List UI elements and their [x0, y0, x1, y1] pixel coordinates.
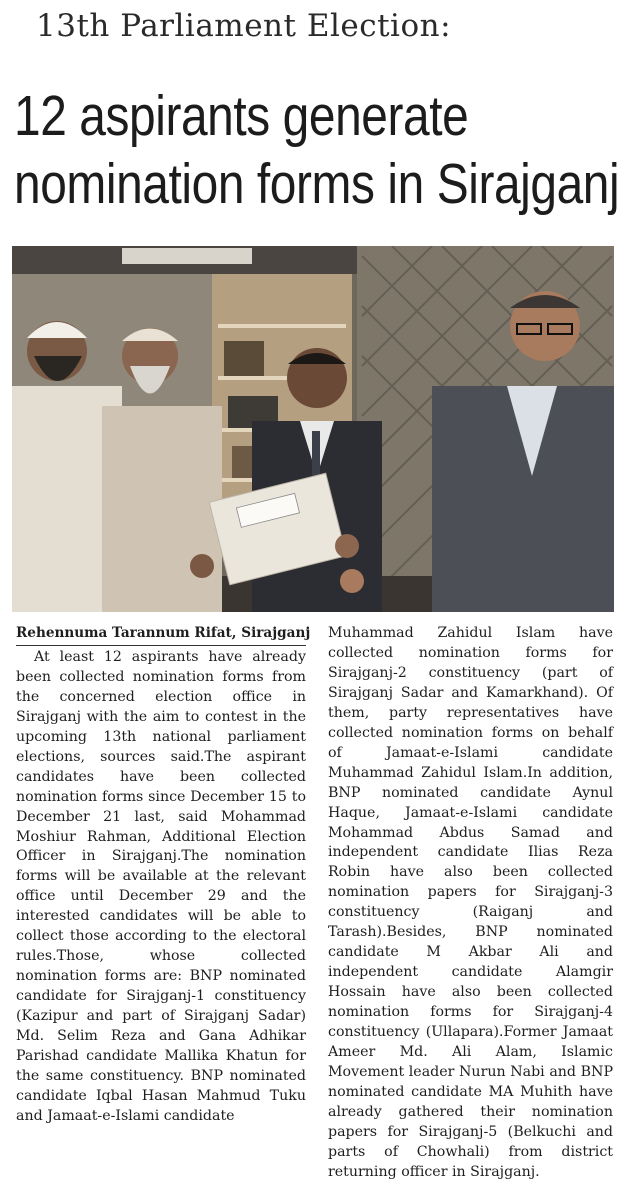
kicker-title: 13th Parliament Election: [36, 8, 452, 44]
byline: Rehennuma Tarannum Rifat, Sirajganj [16, 624, 306, 646]
photo-illustration [12, 246, 614, 612]
headline-line-2: nomination forms in Sirajganj [14, 152, 620, 216]
article-column-left [16, 624, 311, 1127]
news-photo [12, 246, 614, 612]
article-body-right: Muhammad Zahidul Islam have collected nomination forms for Sirajganj-2 constituency (part of Sirajganj Sadar and Kamarkhand). Of them, party representatives have collected nomination forms on behalf of Jamaat-e-Islami candidate Muhammad Zahidul Islam.In addition, BNP nominated candidate Aynul Haque, Jamaat-e-Islami candidate Mohammad Abdus Samad and independent candidate Ilias Reza Robin have also been collected nomination papers for Sirajganj-3 constituency (Raiganj and Tarash).Besides, BNP nominated candidate M Akbar Ali and independent candidate Alamgir Hossain have also been collected nomination forms for Sirajganj-4 constituency (Ullapara).Former Jamaat Ameer Md. Ali Alam, Islamic Movement leader Nurun Nabi and BNP nominated candidate MA Muhith have already gathered their nomination papers for Sirajganj-5 (Belkuchi and parts of Chowhali) from district returning officer in Sirajganj. [328, 625, 613, 1180]
article-body-left: At least 12 aspirants have already been collected nomination forms from the concerned election office in Sirajganj with the aim to contest in the upcoming 13th national parliament elections, sources said.The aspirant candidates have been collected nomination forms since December 15 to December 21 last, said Mohammad Moshiur Rahman, Additional Election Officer in Sirajganj.The nomination forms will be available at the relevant office until December 29 and the interested candidates will be able to collect those according to the electoral rules.Those, whose collected nomination forms are: BNP nominated candidate for Sirajganj-1 constituency (Kazipur and part of Sirajganj Sadar) Md. Selim Reza and Gana Adhikar Parishad candidate Mallika Khatun for the same constituency. BNP nominated candidate Iqbal Hasan Mahmud Tuku and Jamaat-e-Islami candidate [16, 648, 306, 1124]
article-column-right [328, 624, 613, 1183]
headline [14, 82, 620, 218]
headline-line-1: 12 aspirants generate [14, 84, 469, 148]
